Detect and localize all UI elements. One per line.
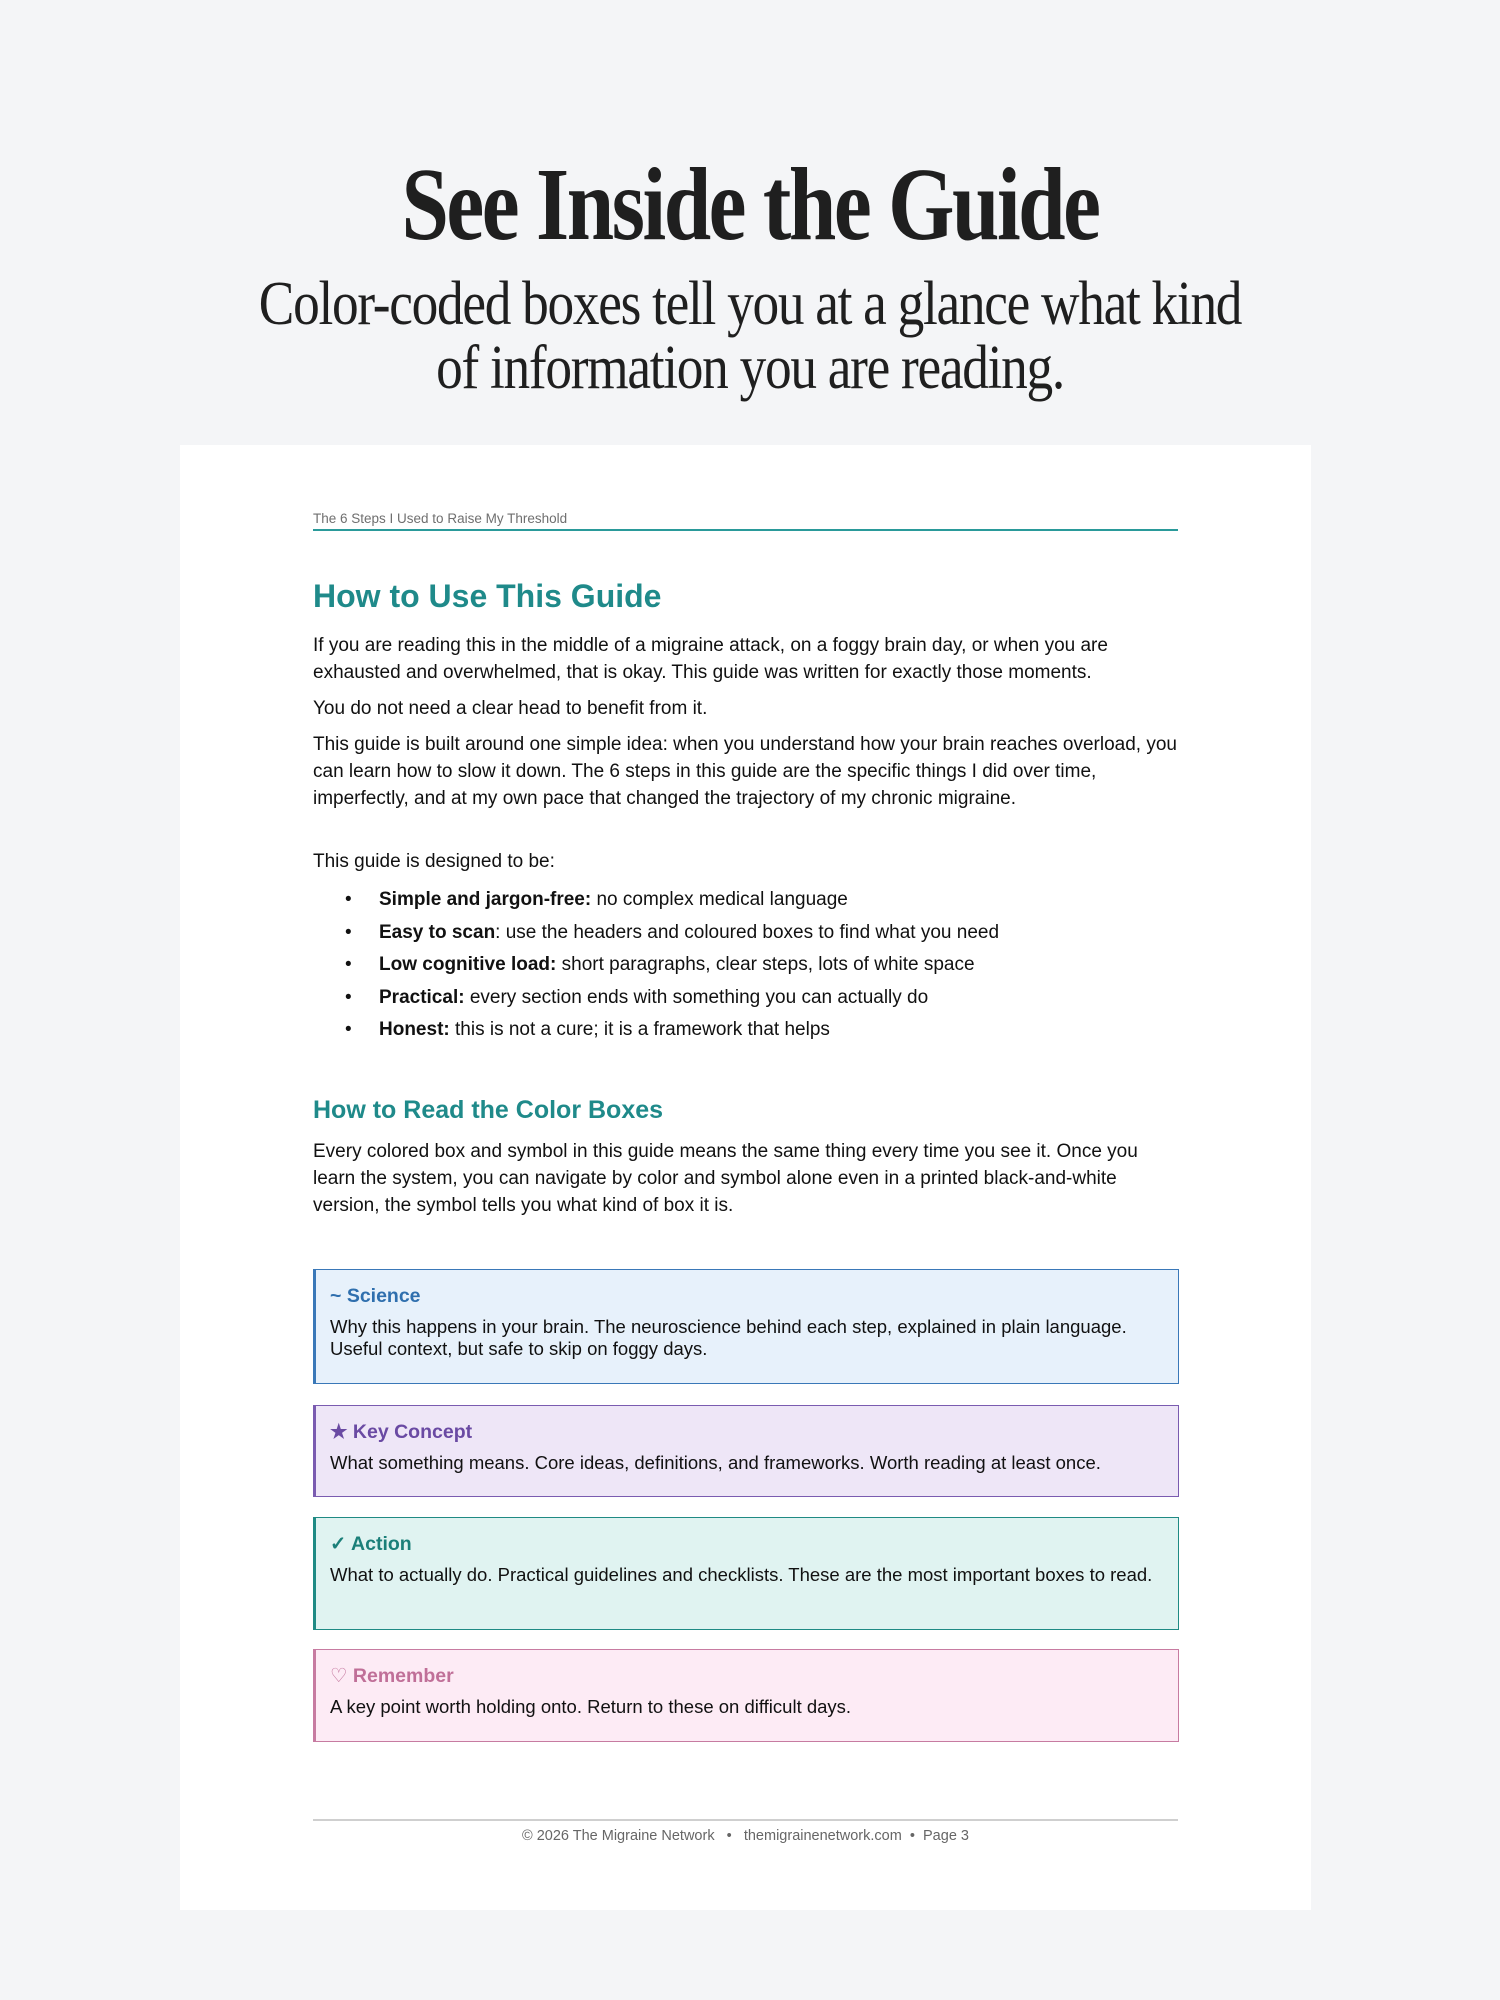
box-title <box>330 1664 1164 1688</box>
footer-divider <box>313 1819 1178 1821</box>
list-item <box>313 1014 1178 1047</box>
tilde-icon: ~ <box>330 1285 342 1307</box>
list-item-label: Easy to scan <box>379 921 496 943</box>
paragraph: If you are reading this in the middle of a migraine attack, on a foggy brain day, or when you are exhausted and overwhelmed, that is okay. This guide was written for exactly those moments. <box>313 635 1108 683</box>
box-description: Why this happens in your brain. The neuroscience behind each step, explained in plain language. Useful context, but safe to skip on foggy days. <box>330 1316 1127 1359</box>
bullet-icon: • <box>345 921 352 943</box>
guide-page-preview <box>180 445 1311 1910</box>
box-title-text: Science <box>346 1285 421 1307</box>
paragraph: You do not need a clear head to benefit from it. <box>313 698 708 719</box>
list-item-text: no complex medical language <box>591 889 848 910</box>
footer-separator: • <box>726 1828 732 1844</box>
hero-subtitle-line-2: of information you are reading. <box>436 334 1064 402</box>
box-description: What to actually do. Practical guidelines and checklists. These are the most important boxes to read. <box>330 1564 1153 1585</box>
checkmark-icon: ✓ <box>330 1533 347 1555</box>
bullet-icon: • <box>345 954 352 975</box>
bullet-icon: • <box>345 1019 352 1040</box>
design-principles-list <box>313 884 1178 1047</box>
footer-separator: • <box>909 1828 915 1844</box>
box-title-text: Action <box>351 1533 412 1555</box>
footer-copyright: © 2026 The Migraine Network <box>522 1828 715 1844</box>
action-box <box>313 1517 1179 1630</box>
box-title-text: Remember <box>352 1665 454 1687</box>
hero-subtitle-line-1: Color-coded boxes tell you at a glance what kind <box>258 270 1242 338</box>
hero-subtitle <box>105 272 1395 400</box>
section-heading-color-boxes: How to Read the Color Boxes <box>313 1096 664 1124</box>
running-header: The 6 Steps I Used to Raise My Threshold <box>313 511 1178 531</box>
list-item <box>313 949 1178 982</box>
section-heading-how-to-use: How to Use This Guide <box>313 578 662 614</box>
list-item <box>313 982 1178 1015</box>
star-icon: ★ <box>330 1421 348 1443</box>
box-title <box>330 1284 1164 1308</box>
list-item-text: every section ends with something you can actually do <box>464 986 929 1008</box>
hero-title: See Inside the Guide <box>401 147 1099 262</box>
remember-box <box>313 1649 1179 1742</box>
page-footer <box>313 1827 1178 1845</box>
list-item <box>313 917 1178 950</box>
box-description: A key point worth holding onto. Return to these on difficult days. <box>330 1696 852 1717</box>
list-item-label: Low cognitive load: <box>379 954 557 975</box>
paragraph: This guide is designed to be: <box>313 851 555 872</box>
paragraph: This guide is built around one simple idea: when you understand how your brain reaches overload, you can learn how to slow it down. The 6 steps in this guide are the specific things I did over time, imperfectly, and at my own pace that changed the trajectory of my chronic migraine. <box>313 734 1177 809</box>
list-item-label: Practical: <box>379 986 465 1008</box>
bullet-icon: • <box>345 889 352 910</box>
heart-icon: ♡ <box>330 1665 348 1687</box>
box-title <box>330 1420 1164 1444</box>
key-concept-box <box>313 1405 1179 1497</box>
bullet-icon: • <box>345 986 352 1008</box>
footer-website: themigrainenetwork.com <box>743 1828 902 1844</box>
list-item-text: this is not a cure; it is a framework that helps <box>449 1019 830 1040</box>
list-item-text: : use the headers and coloured boxes to find what you need <box>495 921 1000 943</box>
list-item <box>313 884 1178 917</box>
science-box <box>313 1269 1179 1384</box>
box-title-text: Key Concept <box>352 1421 473 1443</box>
list-item-label: Simple and jargon-free: <box>379 889 592 910</box>
footer-page-number: Page 3 <box>923 1828 969 1844</box>
list-item-label: Honest: <box>379 1019 450 1040</box>
box-title <box>330 1532 1164 1556</box>
paragraph: Every colored box and symbol in this guide means the same thing every time you see it. Once you learn the system, you can navigate by color and symbol alone even in a printed black-and-white version, the symbol tells you what kind of box it is. <box>313 1141 1138 1216</box>
list-item-text: short paragraphs, clear steps, lots of white space <box>556 954 975 975</box>
box-description: What something means. Core ideas, definitions, and frameworks. Worth reading at least once. <box>330 1452 1101 1473</box>
